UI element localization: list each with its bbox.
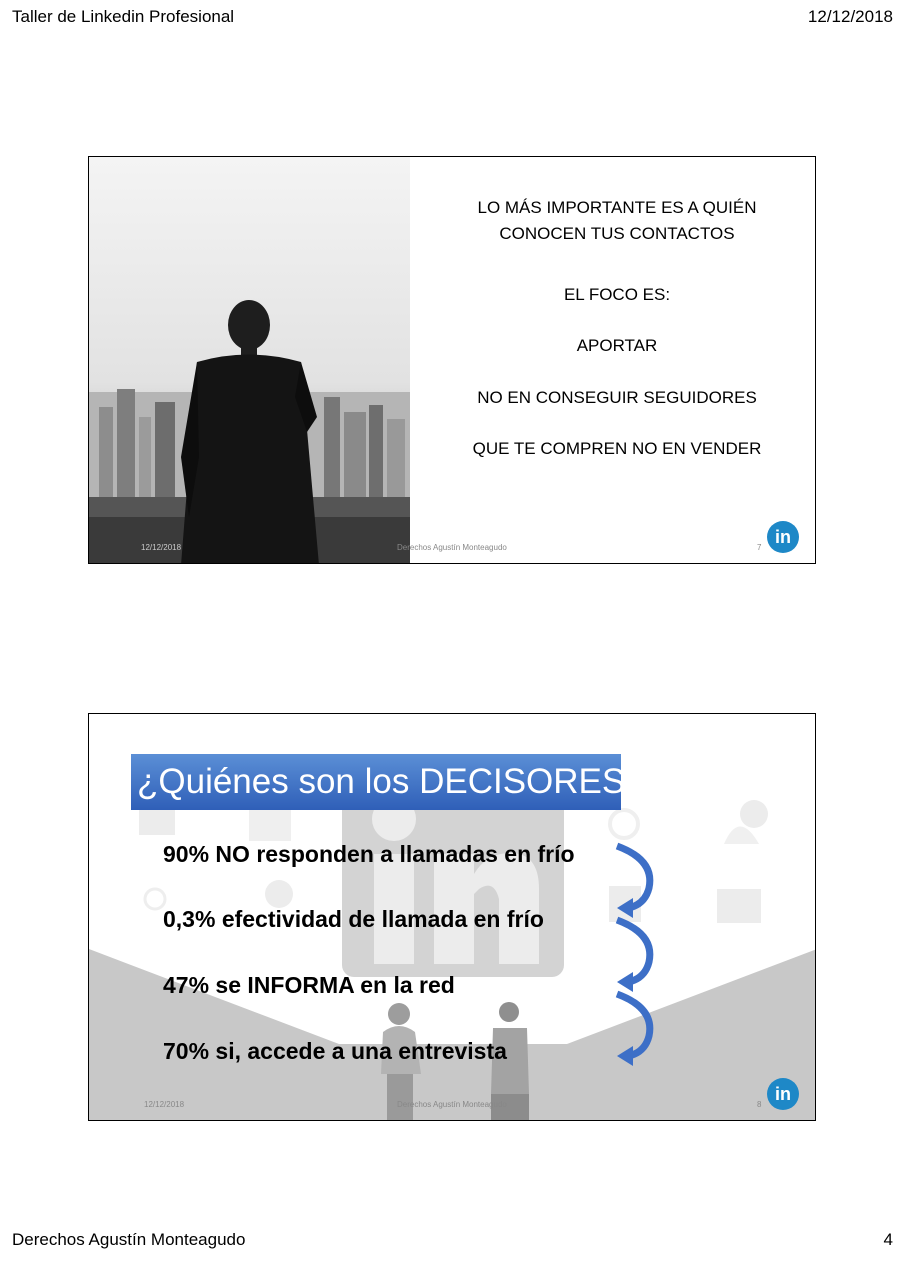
slide-footer-date: 12/12/2018	[141, 543, 182, 552]
slide-text-line: LO MÁS IMPORTANTE ES A QUIÉN	[477, 198, 757, 217]
slide-text-line: APORTAR	[576, 336, 658, 355]
businessman-city-photo	[89, 157, 410, 563]
slide-text-line: CONOCEN TUS CONTACTOS	[499, 224, 735, 243]
bullet-item: 70% si, accede a una entrevista	[163, 1038, 507, 1064]
slide-8	[88, 713, 816, 1121]
document-title: Taller de Linkedin Profesional	[12, 7, 235, 26]
slide-text-line: EL FOCO ES:	[563, 285, 671, 304]
slide-7	[88, 156, 816, 564]
document-date: 12/12/2018	[807, 7, 893, 26]
slide-number: 8	[757, 1100, 762, 1109]
slide-footer-rights: Derechos Agustín Monteagudo	[397, 1100, 507, 1109]
slide-title: ¿Quiénes son los DECISORES	[131, 754, 621, 810]
slide-text-line: QUE TE COMPREN NO EN VENDER	[472, 439, 762, 458]
bullet-item: 0,3% efectividad de llamada en frío	[163, 906, 544, 932]
slide-text-line: NO EN CONSEGUIR SEGUIDORES	[477, 388, 757, 407]
linkedin-logo-icon: in	[767, 521, 799, 553]
curved-arrows-icon	[611, 842, 671, 1072]
slide-number: 7	[757, 543, 762, 552]
document-footer-rights: Derechos Agustín Monteagudo	[12, 1230, 246, 1249]
bullet-item: 47% se INFORMA en la red	[163, 972, 455, 998]
bullet-item: 90% NO responden a llamadas en frío	[163, 841, 575, 867]
page-number: 4	[883, 1230, 893, 1249]
slide-footer-rights: Derechos Agustín Monteagudo	[397, 543, 507, 552]
linkedin-logo-icon: in	[767, 1078, 799, 1110]
slide-footer-date: 12/12/2018	[144, 1100, 185, 1109]
